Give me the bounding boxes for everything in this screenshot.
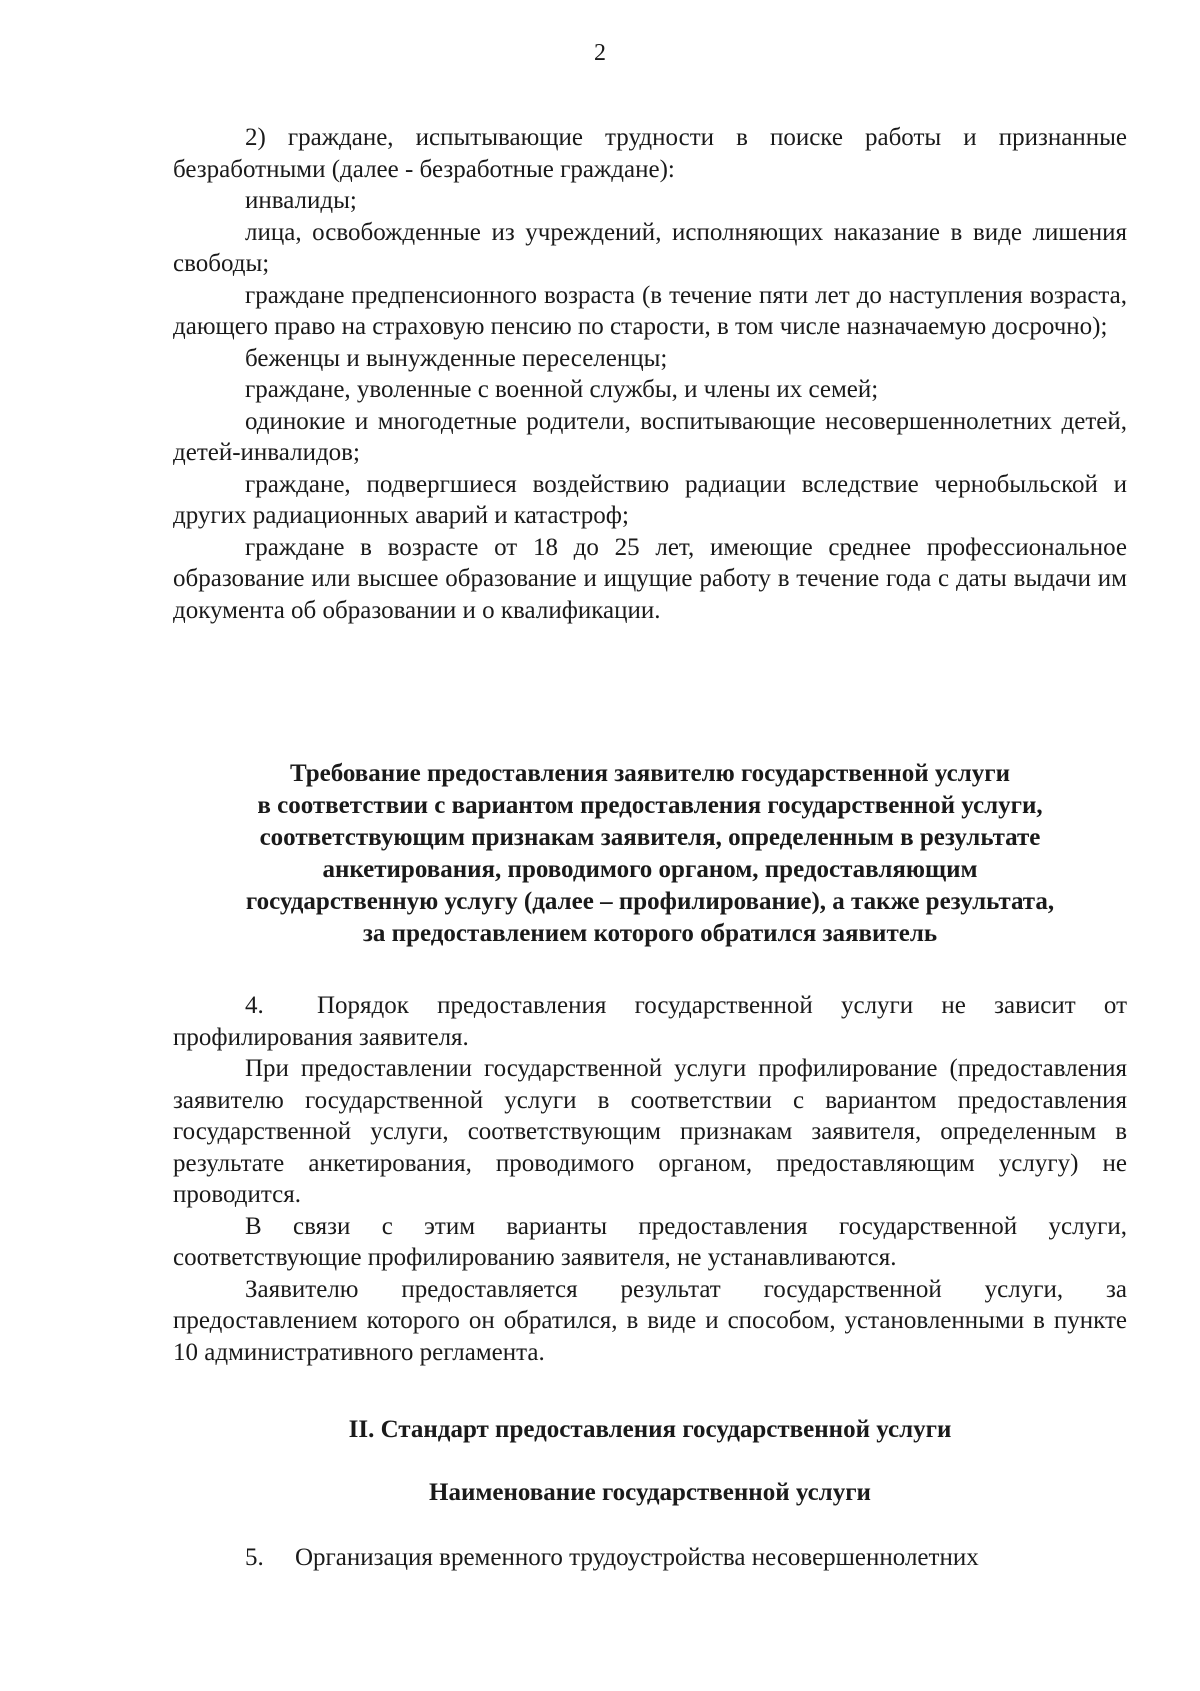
list-item: лица, освобожденные из учреждений, исполняющих наказание в виде лишения свободы;: [173, 218, 1127, 277]
heading-line: соответствующим признакам заявителя, определенным в результате: [259, 824, 1041, 851]
heading-line: в соответствии с вариантом предоставления государственной услуги,: [257, 792, 1043, 819]
list-item: одинокие и многодетные родители, воспитывающие несовершеннолетних детей, детей-инвалидов;: [173, 407, 1127, 466]
list-item: граждане, подвергшиеся воздействию радиации вследствие чернобыльской и других радиационных аварий и катастроф;: [173, 470, 1127, 529]
heading-line: государственную услугу (далее – профилирование), а также результата,: [245, 888, 1055, 915]
paragraph: В связи с этим варианты предоставления государственной услуги, соответствующие профилированию заявителя, не устанавливаются.: [173, 1212, 1127, 1271]
list-item: граждане предпенсионного возраста (в течение пяти лет до наступления возраста, дающего право на страховую пенсию по старости, в том числе назначаемую досрочно);: [173, 281, 1127, 340]
list-item: инвалиды;: [245, 187, 357, 214]
list-item: граждане, уволенные с военной службы, и члены их семей;: [245, 376, 879, 403]
heading-line: анкетирования, проводимого органом, предоставляющим: [322, 856, 978, 883]
heading-line: за предоставлением которого обратился заявитель: [362, 920, 938, 947]
paragraph-5: 5. Организация временного трудоустройства несовершеннолетних: [245, 1544, 979, 1571]
list-intro: 2) граждане, испытывающие трудности в поиске работы и признанные безработными (далее - безработные граждане):: [173, 124, 1127, 183]
section-title: II. Стандарт предоставления государственной услуги: [348, 1416, 952, 1443]
paragraph-4: 4. Порядок предоставления государственной услуги не зависит от профилирования заявителя.: [173, 992, 1127, 1051]
heading-line: Требование предоставления заявителю государственной услуги: [290, 760, 1010, 787]
para5-block: [173, 1542, 1127, 1574]
list-item: беженцы и вынужденные переселенцы;: [245, 344, 668, 372]
section-heading: [150, 758, 1150, 950]
page-number: 2: [594, 40, 606, 66]
list-block: [173, 122, 1127, 626]
list-item: граждане в возрасте от 18 до 25 лет, имеющие среднее профессиональное образование или высшее образование и ищущие работу в течение года с даты выдачи им документа об образовании и о квалификации.: [173, 533, 1127, 624]
paragraph: При предоставлении государственной услуги профилирование (предоставления заявителю государственной услуги в соответствии с вариантом предоставления государственной услуги, соответствующим признакам заявителя, определенным в результате анкетирования, проводимого органом, предоставляющим услугу) не проводится.: [173, 1055, 1127, 1208]
paragraph: Заявителю предоставляется результат государственной услуги, за предоставлением которого он обратился, в виде и способом, установленными в пункте 10 административного регламента.: [173, 1275, 1127, 1366]
para4-block: [173, 990, 1127, 1368]
subsection-title: Наименование государственной услуги: [429, 1479, 871, 1506]
